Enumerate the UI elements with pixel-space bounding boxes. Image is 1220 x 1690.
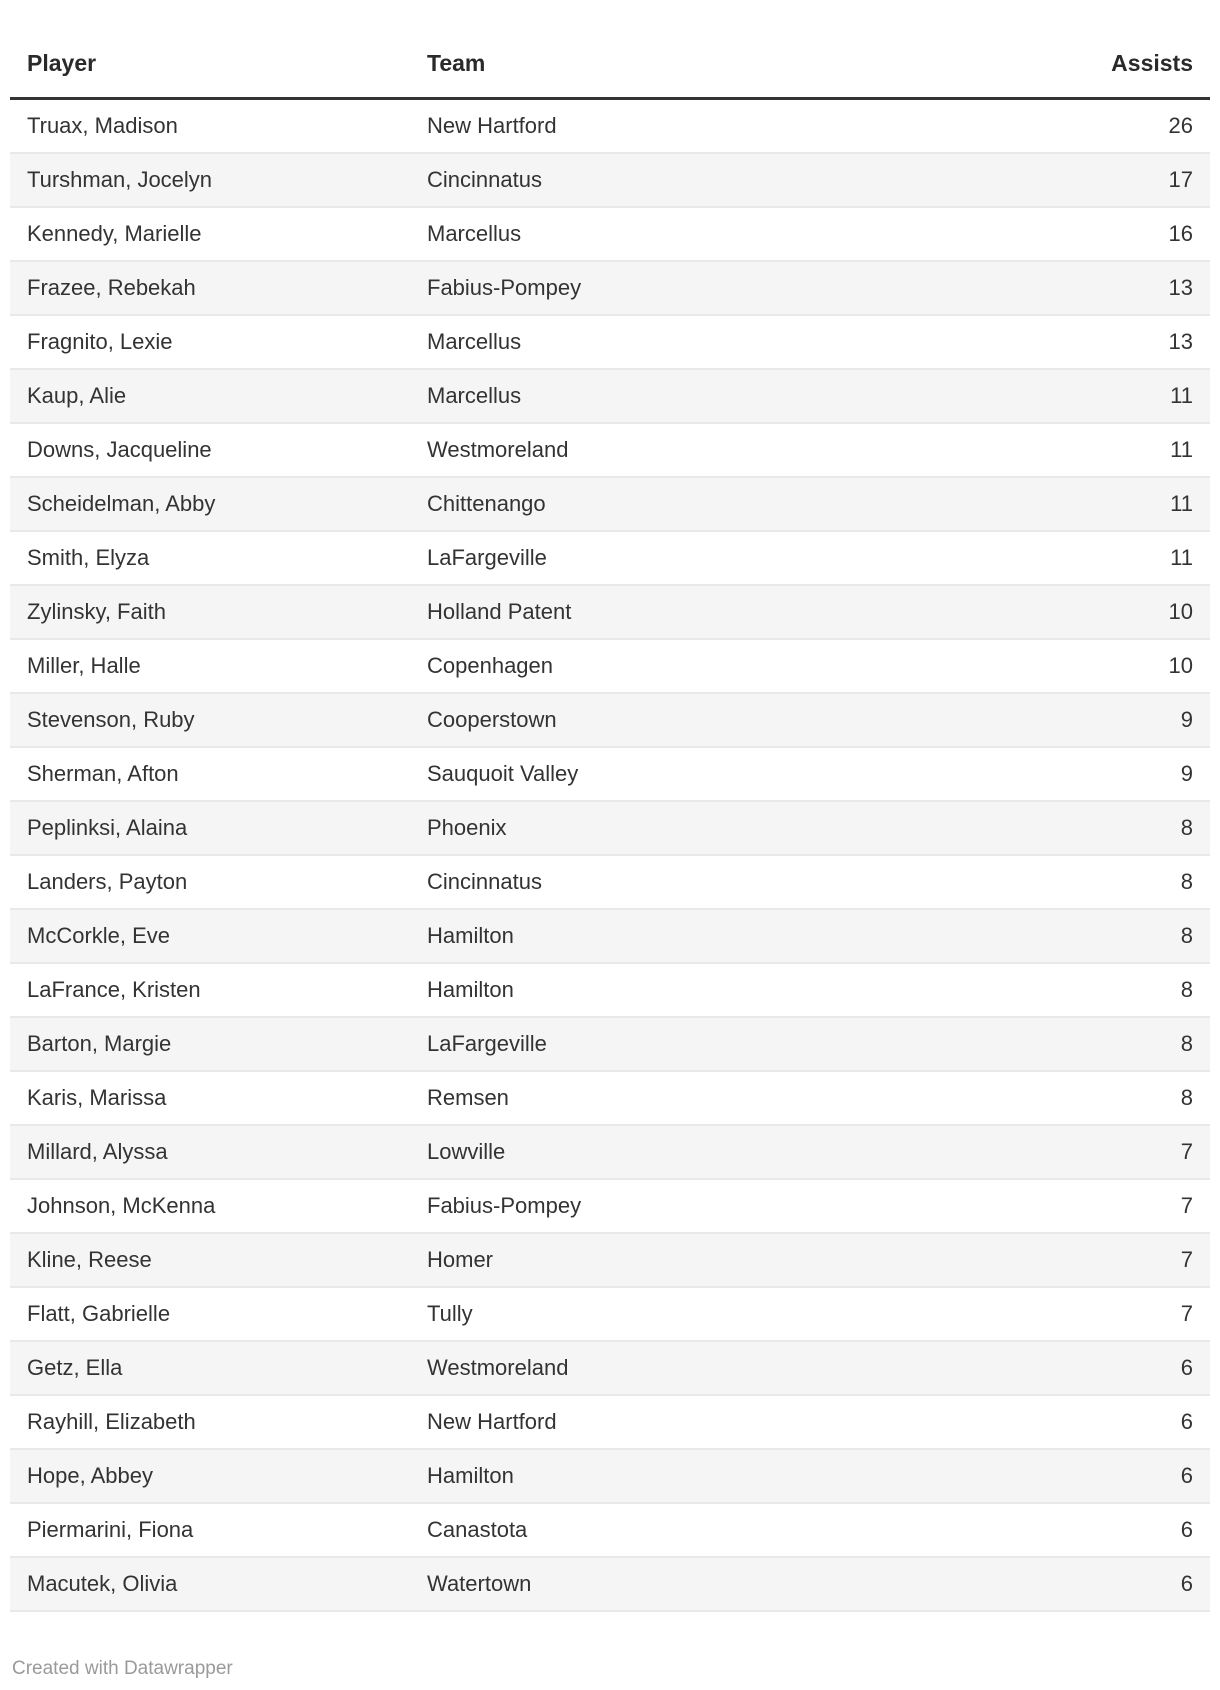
- assists-cell: 11: [870, 369, 1210, 423]
- table-row: [10, 1233, 1210, 1287]
- team-cell: Homer: [410, 1233, 870, 1287]
- team-cell: New Hartford: [410, 99, 870, 154]
- player-cell: Getz, Ella: [10, 1341, 410, 1395]
- team-cell: LaFargeville: [410, 1017, 870, 1071]
- team-cell: Marcellus: [410, 369, 870, 423]
- assists-cell: 8: [870, 801, 1210, 855]
- player-cell: Kennedy, Marielle: [10, 207, 410, 261]
- team-cell: Cincinnatus: [410, 153, 870, 207]
- player-cell: Truax, Madison: [10, 99, 410, 154]
- team-cell: Sauquoit Valley: [410, 747, 870, 801]
- player-cell: Hope, Abbey: [10, 1449, 410, 1503]
- team-cell: Marcellus: [410, 207, 870, 261]
- assists-cell: 7: [870, 1179, 1210, 1233]
- player-cell: Sherman, Afton: [10, 747, 410, 801]
- assists-cell: 6: [870, 1395, 1210, 1449]
- header-row: [10, 0, 1210, 99]
- table-row: [10, 855, 1210, 909]
- table-row: [10, 1071, 1210, 1125]
- player-cell: Stevenson, Ruby: [10, 693, 410, 747]
- assists-cell: 7: [870, 1233, 1210, 1287]
- assists-cell: 17: [870, 153, 1210, 207]
- team-cell: Phoenix: [410, 801, 870, 855]
- assists-cell: 6: [870, 1449, 1210, 1503]
- player-cell: Millard, Alyssa: [10, 1125, 410, 1179]
- player-cell: Scheidelman, Abby: [10, 477, 410, 531]
- table-body: [10, 99, 1210, 1612]
- table-row: [10, 693, 1210, 747]
- player-cell: Fragnito, Lexie: [10, 315, 410, 369]
- footer: [0, 1612, 1220, 1690]
- table-row: [10, 531, 1210, 585]
- table-row: [10, 99, 1210, 154]
- table-row: [10, 1341, 1210, 1395]
- table-row: [10, 207, 1210, 261]
- assists-cell: 6: [870, 1341, 1210, 1395]
- table-row: [10, 369, 1210, 423]
- datawrapper-credit-link[interactable]: Created with Datawrapper: [12, 1658, 233, 1679]
- team-cell: Lowville: [410, 1125, 870, 1179]
- table-header: [10, 0, 1210, 99]
- team-cell: Canastota: [410, 1503, 870, 1557]
- table-row: [10, 909, 1210, 963]
- table-row: [10, 1017, 1210, 1071]
- table-row: [10, 1287, 1210, 1341]
- table-row: [10, 1179, 1210, 1233]
- team-cell: Fabius-Pompey: [410, 1179, 870, 1233]
- table-row: [10, 315, 1210, 369]
- team-cell: Cincinnatus: [410, 855, 870, 909]
- player-cell: Downs, Jacqueline: [10, 423, 410, 477]
- player-cell: Johnson, McKenna: [10, 1179, 410, 1233]
- assists-cell: 13: [870, 315, 1210, 369]
- table-row: [10, 1395, 1210, 1449]
- assists-cell: 9: [870, 693, 1210, 747]
- team-cell: New Hartford: [410, 1395, 870, 1449]
- player-cell: LaFrance, Kristen: [10, 963, 410, 1017]
- team-cell: Hamilton: [410, 1449, 870, 1503]
- player-cell: Macutek, Olivia: [10, 1557, 410, 1611]
- assists-cell: 7: [870, 1125, 1210, 1179]
- player-cell: Miller, Halle: [10, 639, 410, 693]
- team-cell: Marcellus: [410, 315, 870, 369]
- table-row: [10, 1503, 1210, 1557]
- team-cell: Hamilton: [410, 909, 870, 963]
- table-row: [10, 747, 1210, 801]
- table-row: [10, 423, 1210, 477]
- team-cell: Westmoreland: [410, 423, 870, 477]
- assists-cell: 26: [870, 99, 1210, 154]
- team-cell: Westmoreland: [410, 1341, 870, 1395]
- assists-cell: 8: [870, 963, 1210, 1017]
- assists-cell: 7: [870, 1287, 1210, 1341]
- player-cell: Frazee, Rebekah: [10, 261, 410, 315]
- player-cell: Karis, Marissa: [10, 1071, 410, 1125]
- player-cell: Zylinsky, Faith: [10, 585, 410, 639]
- player-cell: Flatt, Gabrielle: [10, 1287, 410, 1341]
- player-cell: Piermarini, Fiona: [10, 1503, 410, 1557]
- table-row: [10, 1449, 1210, 1503]
- player-cell: Peplinksi, Alaina: [10, 801, 410, 855]
- team-cell: Watertown: [410, 1557, 870, 1611]
- player-cell: McCorkle, Eve: [10, 909, 410, 963]
- table-row: [10, 261, 1210, 315]
- assists-table: [10, 0, 1210, 1612]
- team-cell: LaFargeville: [410, 531, 870, 585]
- assists-cell: 8: [870, 1071, 1210, 1125]
- team-cell: Copenhagen: [410, 639, 870, 693]
- player-cell: Turshman, Jocelyn: [10, 153, 410, 207]
- player-cell: Landers, Payton: [10, 855, 410, 909]
- table-row: [10, 153, 1210, 207]
- player-cell: Kaup, Alie: [10, 369, 410, 423]
- player-cell: Kline, Reese: [10, 1233, 410, 1287]
- assists-cell: 8: [870, 855, 1210, 909]
- team-cell: Chittenango: [410, 477, 870, 531]
- player-cell: Smith, Elyza: [10, 531, 410, 585]
- table-row: [10, 801, 1210, 855]
- table-row: [10, 585, 1210, 639]
- team-cell: Fabius-Pompey: [410, 261, 870, 315]
- team-cell: Cooperstown: [410, 693, 870, 747]
- table-row: [10, 1125, 1210, 1179]
- column-header-player: Player: [10, 0, 410, 99]
- assists-cell: 6: [870, 1503, 1210, 1557]
- assists-cell: 10: [870, 639, 1210, 693]
- team-cell: Holland Patent: [410, 585, 870, 639]
- column-header-team: Team: [410, 0, 870, 99]
- team-cell: Tully: [410, 1287, 870, 1341]
- table-row: [10, 1557, 1210, 1611]
- assists-cell: 11: [870, 477, 1210, 531]
- assists-cell: 9: [870, 747, 1210, 801]
- assists-cell: 8: [870, 909, 1210, 963]
- assists-cell: 16: [870, 207, 1210, 261]
- assists-cell: 6: [870, 1557, 1210, 1611]
- assists-cell: 11: [870, 423, 1210, 477]
- team-cell: Remsen: [410, 1071, 870, 1125]
- assists-cell: 13: [870, 261, 1210, 315]
- table-row: [10, 477, 1210, 531]
- table-row: [10, 639, 1210, 693]
- assists-cell: 10: [870, 585, 1210, 639]
- column-header-assists: Assists: [870, 0, 1210, 99]
- assists-cell: 11: [870, 531, 1210, 585]
- table-row: [10, 963, 1210, 1017]
- assists-cell: 8: [870, 1017, 1210, 1071]
- team-cell: Hamilton: [410, 963, 870, 1017]
- player-cell: Rayhill, Elizabeth: [10, 1395, 410, 1449]
- player-cell: Barton, Margie: [10, 1017, 410, 1071]
